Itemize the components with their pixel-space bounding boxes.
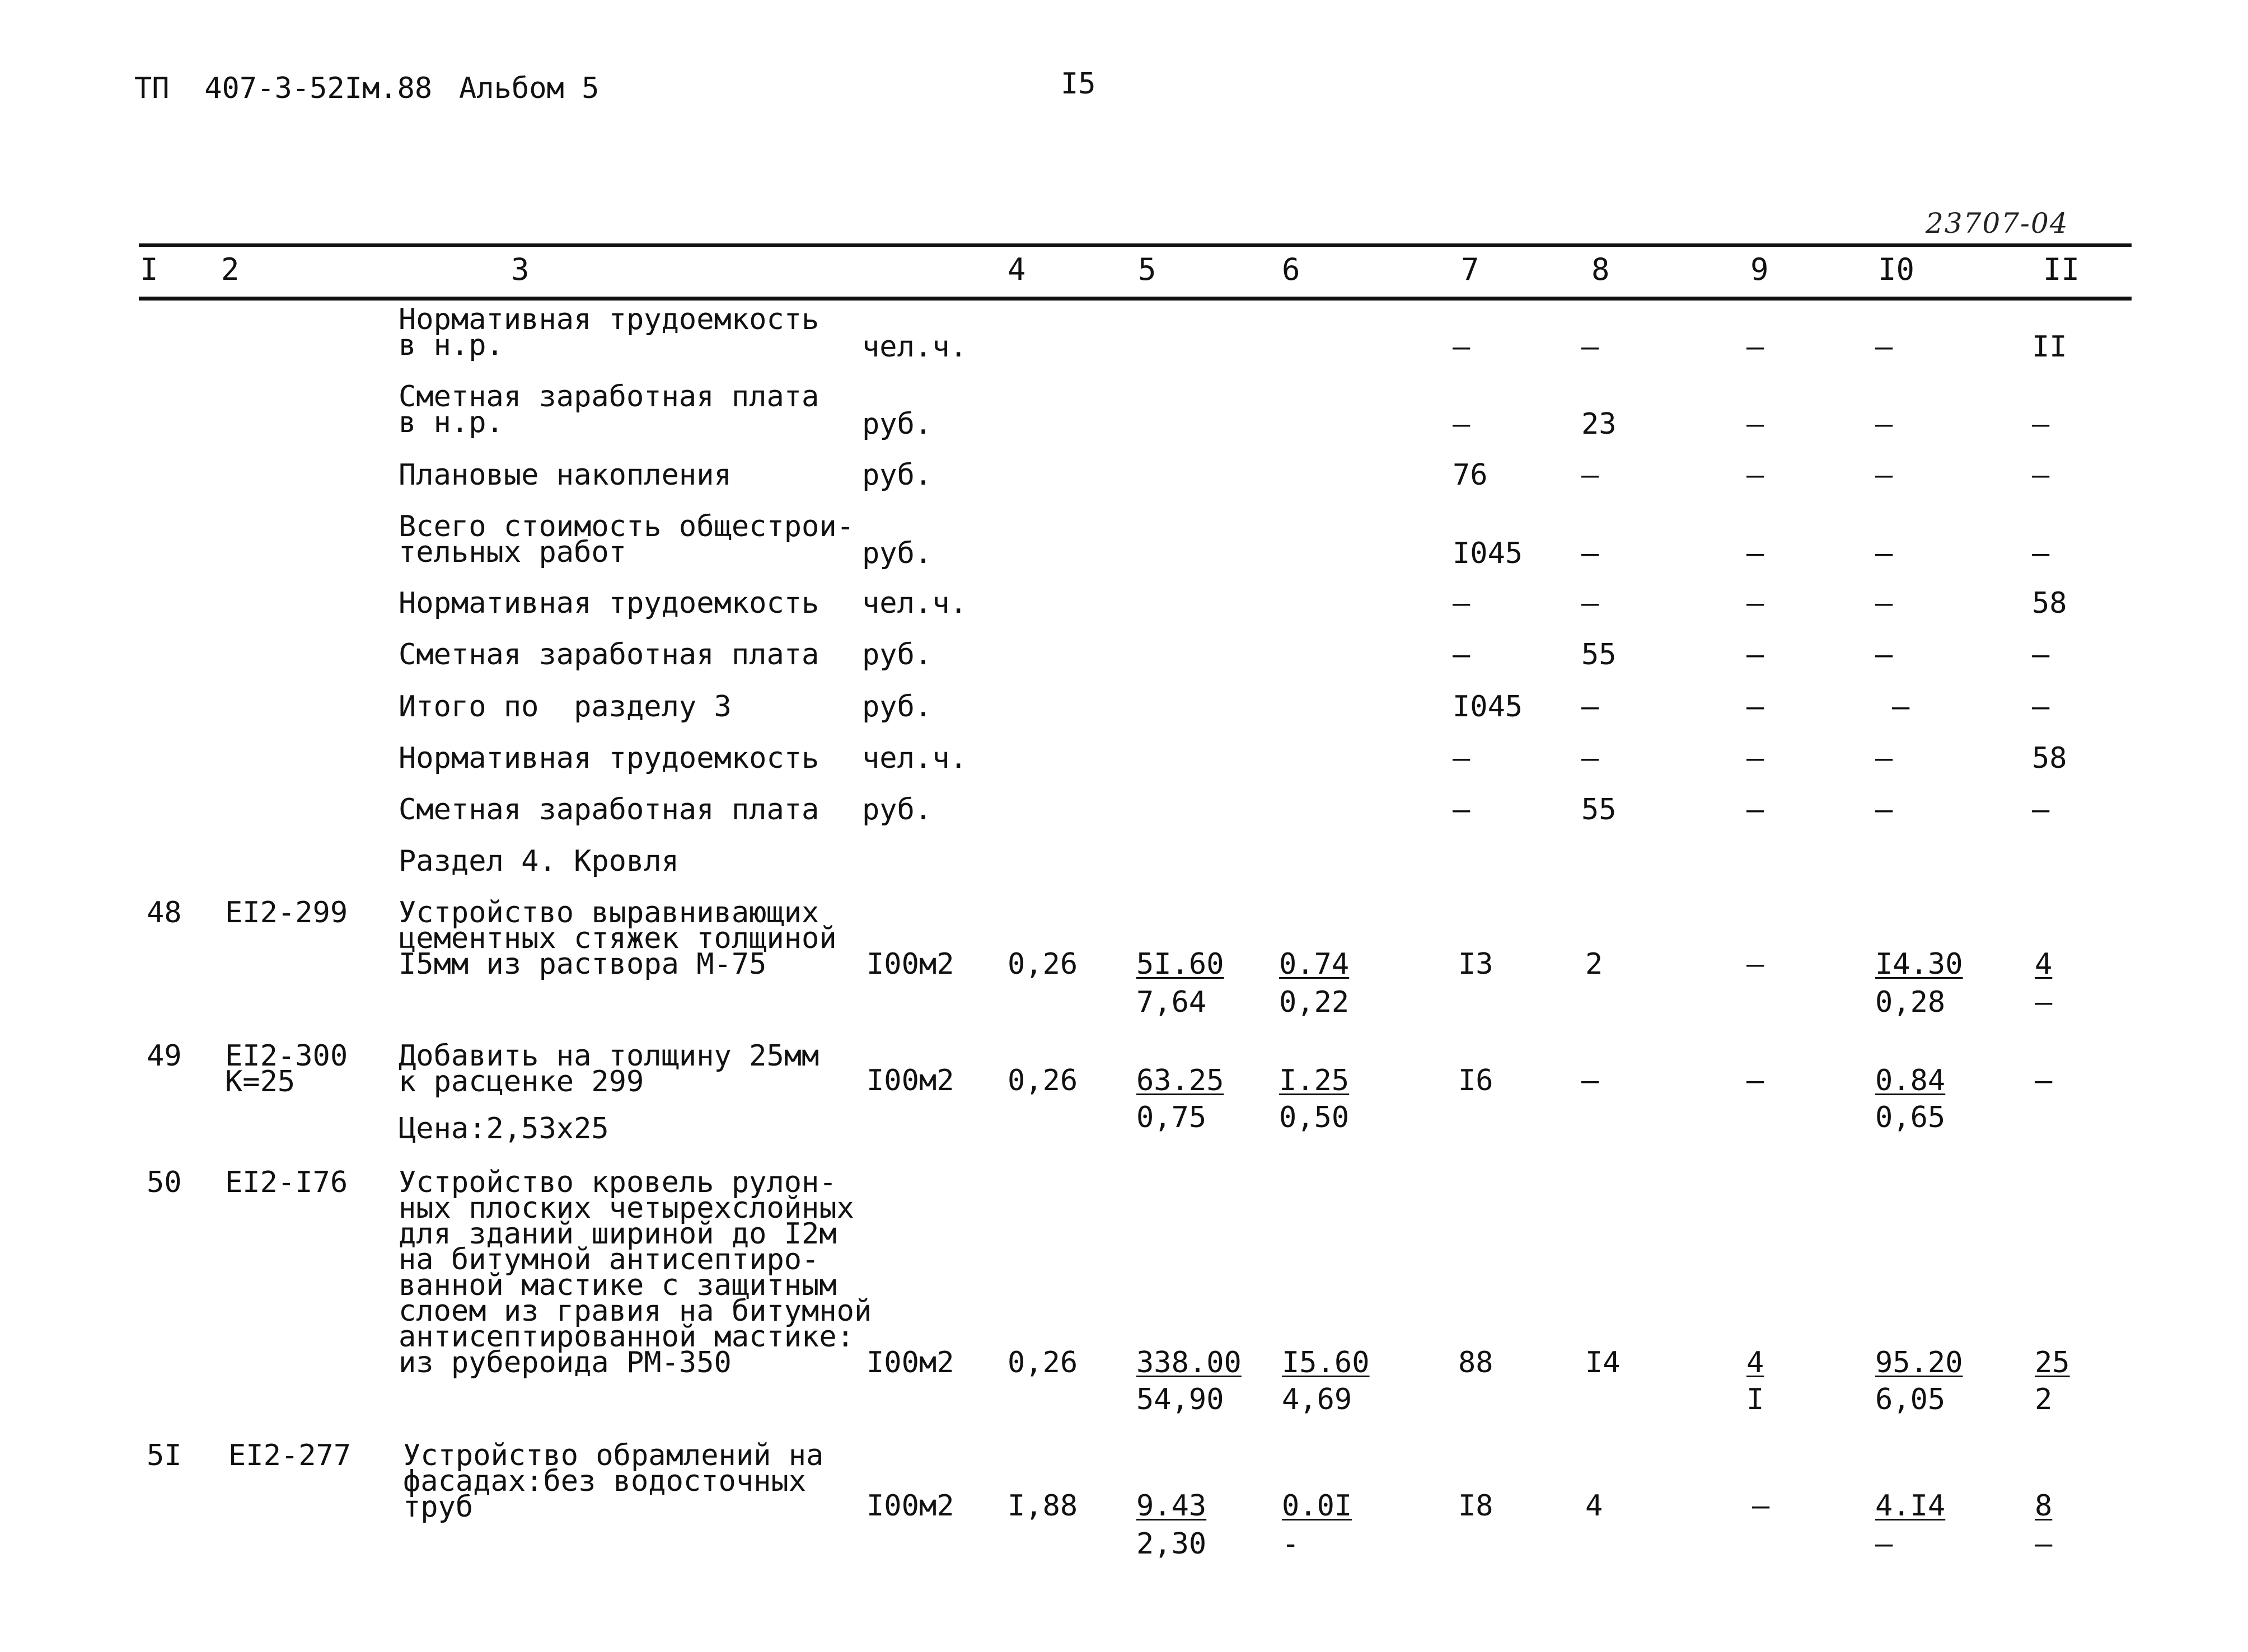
item-number: 5I [147,1439,182,1472]
page-number: I5 [1061,67,1096,101]
row-desc: Итого по разделу 3 [399,690,732,724]
cell-c7: I3 [1458,947,1493,981]
cell-c11-bottom: 2 [2035,1383,2053,1416]
item-desc: Устройство обрамлений на фасадах:без водосточных труб [403,1439,824,1524]
item-code: EI2-I76 [225,1166,348,1199]
cell-c11-bottom: – [2035,1527,2053,1561]
cell-c8: I4 [1585,1346,1621,1379]
cell-c9: – [1746,407,1764,441]
cell-c10-top: 4.I4 [1875,1489,1946,1523]
cell-c8: – [1581,1064,1599,1097]
item-code: EI2-300 К=25 [225,1039,348,1099]
cell-c11-top: – [2035,1064,2053,1097]
item-qty: 0,26 [1008,947,1078,981]
cell-c6-top: 0.74 [1279,947,1350,981]
item-number: 49 [147,1039,182,1073]
item-unit: I00м2 [867,1346,954,1379]
cell-c10-bottom: – [1875,1527,1893,1561]
column-header: I [140,252,158,287]
cell-c11-bottom: – [2035,985,2053,1019]
column-header: 2 [221,252,240,287]
cell-c11: – [2032,793,2050,827]
cell-c7: – [1453,330,1470,364]
cell-c10-top: 95.20 [1875,1346,1963,1379]
cell-c7: – [1453,586,1470,620]
row-unit: чел.ч. [862,741,967,775]
row-desc: Нормативная трудоемкость [399,741,819,775]
row-desc: Нормативная трудоемкость [399,586,819,620]
item-code: EI2-299 [225,896,348,930]
doc-code: ТП 407-3-52Iм.88 [134,72,433,105]
cell-c9-top: – [1752,1489,1770,1523]
cell-c8: – [1581,458,1599,492]
cell-c8: 55 [1581,638,1617,672]
row-unit: чел.ч. [862,586,967,620]
cell-c8: – [1581,690,1599,724]
cell-c10: – [1875,330,1893,364]
cell-c11-top: 25 [2035,1346,2070,1379]
cell-c8: – [1581,330,1599,364]
cell-c10: – [1875,586,1893,620]
cell-c10: – [1875,458,1893,492]
cell-c7: I6 [1458,1064,1493,1097]
column-header: II [2043,252,2080,287]
cell-c7: – [1453,638,1470,672]
cell-c8: 2 [1585,947,1603,981]
cell-c7: I045 [1453,690,1523,724]
row-desc: Всего стоимость общестрои- тельных работ [399,510,854,569]
cell-c10: – [1892,690,1910,724]
cell-c10-bottom: 0,28 [1875,985,1946,1019]
cell-c5-top: 63.25 [1136,1064,1224,1097]
cell-c9: – [1746,793,1764,827]
cell-c9: – [1746,330,1764,364]
cell-c7: 88 [1458,1346,1493,1379]
album-label: Альбом 5 [459,72,600,105]
cell-c8: – [1581,537,1599,570]
cell-c10: – [1875,537,1893,570]
item-unit: I00м2 [867,1064,954,1097]
item-code: EI2-277 [228,1439,352,1472]
cell-c11-top: 4 [2035,947,2053,981]
cell-c9: – [1746,458,1764,492]
cell-c5-top: 338.00 [1136,1346,1242,1379]
cell-c9: – [1746,586,1764,620]
handwritten-code: 23707-04 [1926,207,2069,240]
cell-c5-bottom: 2,30 [1136,1527,1207,1561]
row-unit: руб. [862,638,933,672]
row-desc: Сметная заработная плата [399,793,819,827]
cell-c11: – [2032,458,2050,492]
cell-c9: – [1746,741,1764,775]
item-desc: Устройство кровель рулон- ных плоских четырехслойных для зданий шириной до I2м на битумной антисептиро- ванной мастике с защитным слоем из гравия на битумной антисептированной мастике: из рубероида РМ-350 [399,1166,872,1379]
item-unit: I00м2 [867,1489,954,1523]
cell-c5-top: 9.43 [1136,1489,1207,1523]
item-unit: I00м2 [867,947,954,981]
cell-c7: – [1453,793,1470,827]
cell-c9: – [1746,690,1764,724]
cell-c11: 58 [2032,586,2067,620]
cell-c10: – [1875,793,1893,827]
cell-c6-bottom: 0,50 [1279,1101,1350,1134]
row-desc: Сметная заработная плата в н.р. [399,380,819,439]
cell-c9: – [1746,537,1764,570]
row-unit: руб. [862,407,933,441]
cell-c9-bottom: I [1746,1383,1764,1416]
row-unit: руб. [862,793,933,827]
cell-c8: 55 [1581,793,1617,827]
item-number: 48 [147,896,182,930]
row-desc: Нормативная трудоемкость в н.р. [399,303,819,362]
cell-c11: II [2032,330,2067,364]
cell-c6-top: I5.60 [1282,1346,1370,1379]
cell-c11: – [2032,407,2050,441]
cell-c11: – [2032,638,2050,672]
cell-c8: 4 [1585,1489,1603,1523]
column-header: 4 [1008,252,1026,287]
column-header: 7 [1461,252,1479,287]
cell-c6-bottom: 4,69 [1282,1383,1352,1416]
cell-c5-bottom: 7,64 [1136,985,1207,1019]
item-desc: Устройство выравнивающих цементных стяжек толщиной I5мм из раствора М-75 [399,896,837,981]
cell-c9-top: – [1746,947,1764,981]
cell-c10-top: 0.84 [1875,1064,1946,1097]
cell-c7: – [1453,407,1470,441]
cell-c10: – [1875,638,1893,672]
cell-c11-top: 8 [2035,1489,2053,1523]
item-qty: 0,26 [1008,1346,1078,1379]
cell-c10-top: I4.30 [1875,947,1963,981]
column-header: 5 [1138,252,1156,287]
row-unit: руб. [862,458,933,492]
cell-c6-bottom: 0,22 [1279,985,1350,1019]
cell-c10-bottom: 6,05 [1875,1383,1946,1416]
cell-c5-top: 5I.60 [1136,947,1224,981]
row-desc: Сметная заработная плата [399,638,819,672]
item-qty: I,88 [1008,1489,1078,1523]
cell-c8: – [1581,741,1599,775]
table-top-rule [139,243,2132,247]
cell-c9-top: 4 [1746,1346,1764,1379]
cell-c9-top: – [1746,1064,1764,1097]
cell-c11: – [2032,537,2050,570]
table-header-rule [139,297,2132,301]
item-desc: Добавить на толщину 25мм к расценке 299 [399,1039,819,1099]
cell-c11: 58 [2032,741,2067,775]
row-unit: чел.ч. [862,330,967,364]
cell-c7: 76 [1453,458,1488,492]
cell-c6-top: I.25 [1279,1064,1350,1097]
column-header: 3 [511,252,530,287]
item-qty: 0,26 [1008,1064,1078,1097]
item-number: 50 [147,1166,182,1199]
cell-c5-bottom: 54,90 [1136,1383,1224,1416]
cell-c7: I8 [1458,1489,1493,1523]
column-header: I0 [1878,252,1915,287]
row-unit: руб. [862,537,933,570]
cell-c6-bottom: - [1282,1527,1300,1561]
column-header: 8 [1591,252,1610,287]
cell-c7: – [1453,741,1470,775]
cell-c7: I045 [1453,537,1523,570]
item-note: Цена:2,53х25 [399,1112,609,1146]
section-title: Раздел 4. Кровля [399,844,679,878]
row-unit: руб. [862,690,933,724]
cell-c5-bottom: 0,75 [1136,1101,1207,1134]
row-desc: Плановые накопления [399,458,732,492]
cell-c8: 23 [1581,407,1617,441]
column-header: 6 [1282,252,1300,287]
cell-c8: – [1581,586,1599,620]
cell-c10: – [1875,407,1893,441]
cell-c6-top: 0.0I [1282,1489,1352,1523]
cell-c10: – [1875,741,1893,775]
cell-c10-bottom: 0,65 [1875,1101,1946,1134]
cell-c9: – [1746,638,1764,672]
cell-c11: – [2032,690,2050,724]
column-header: 9 [1750,252,1769,287]
